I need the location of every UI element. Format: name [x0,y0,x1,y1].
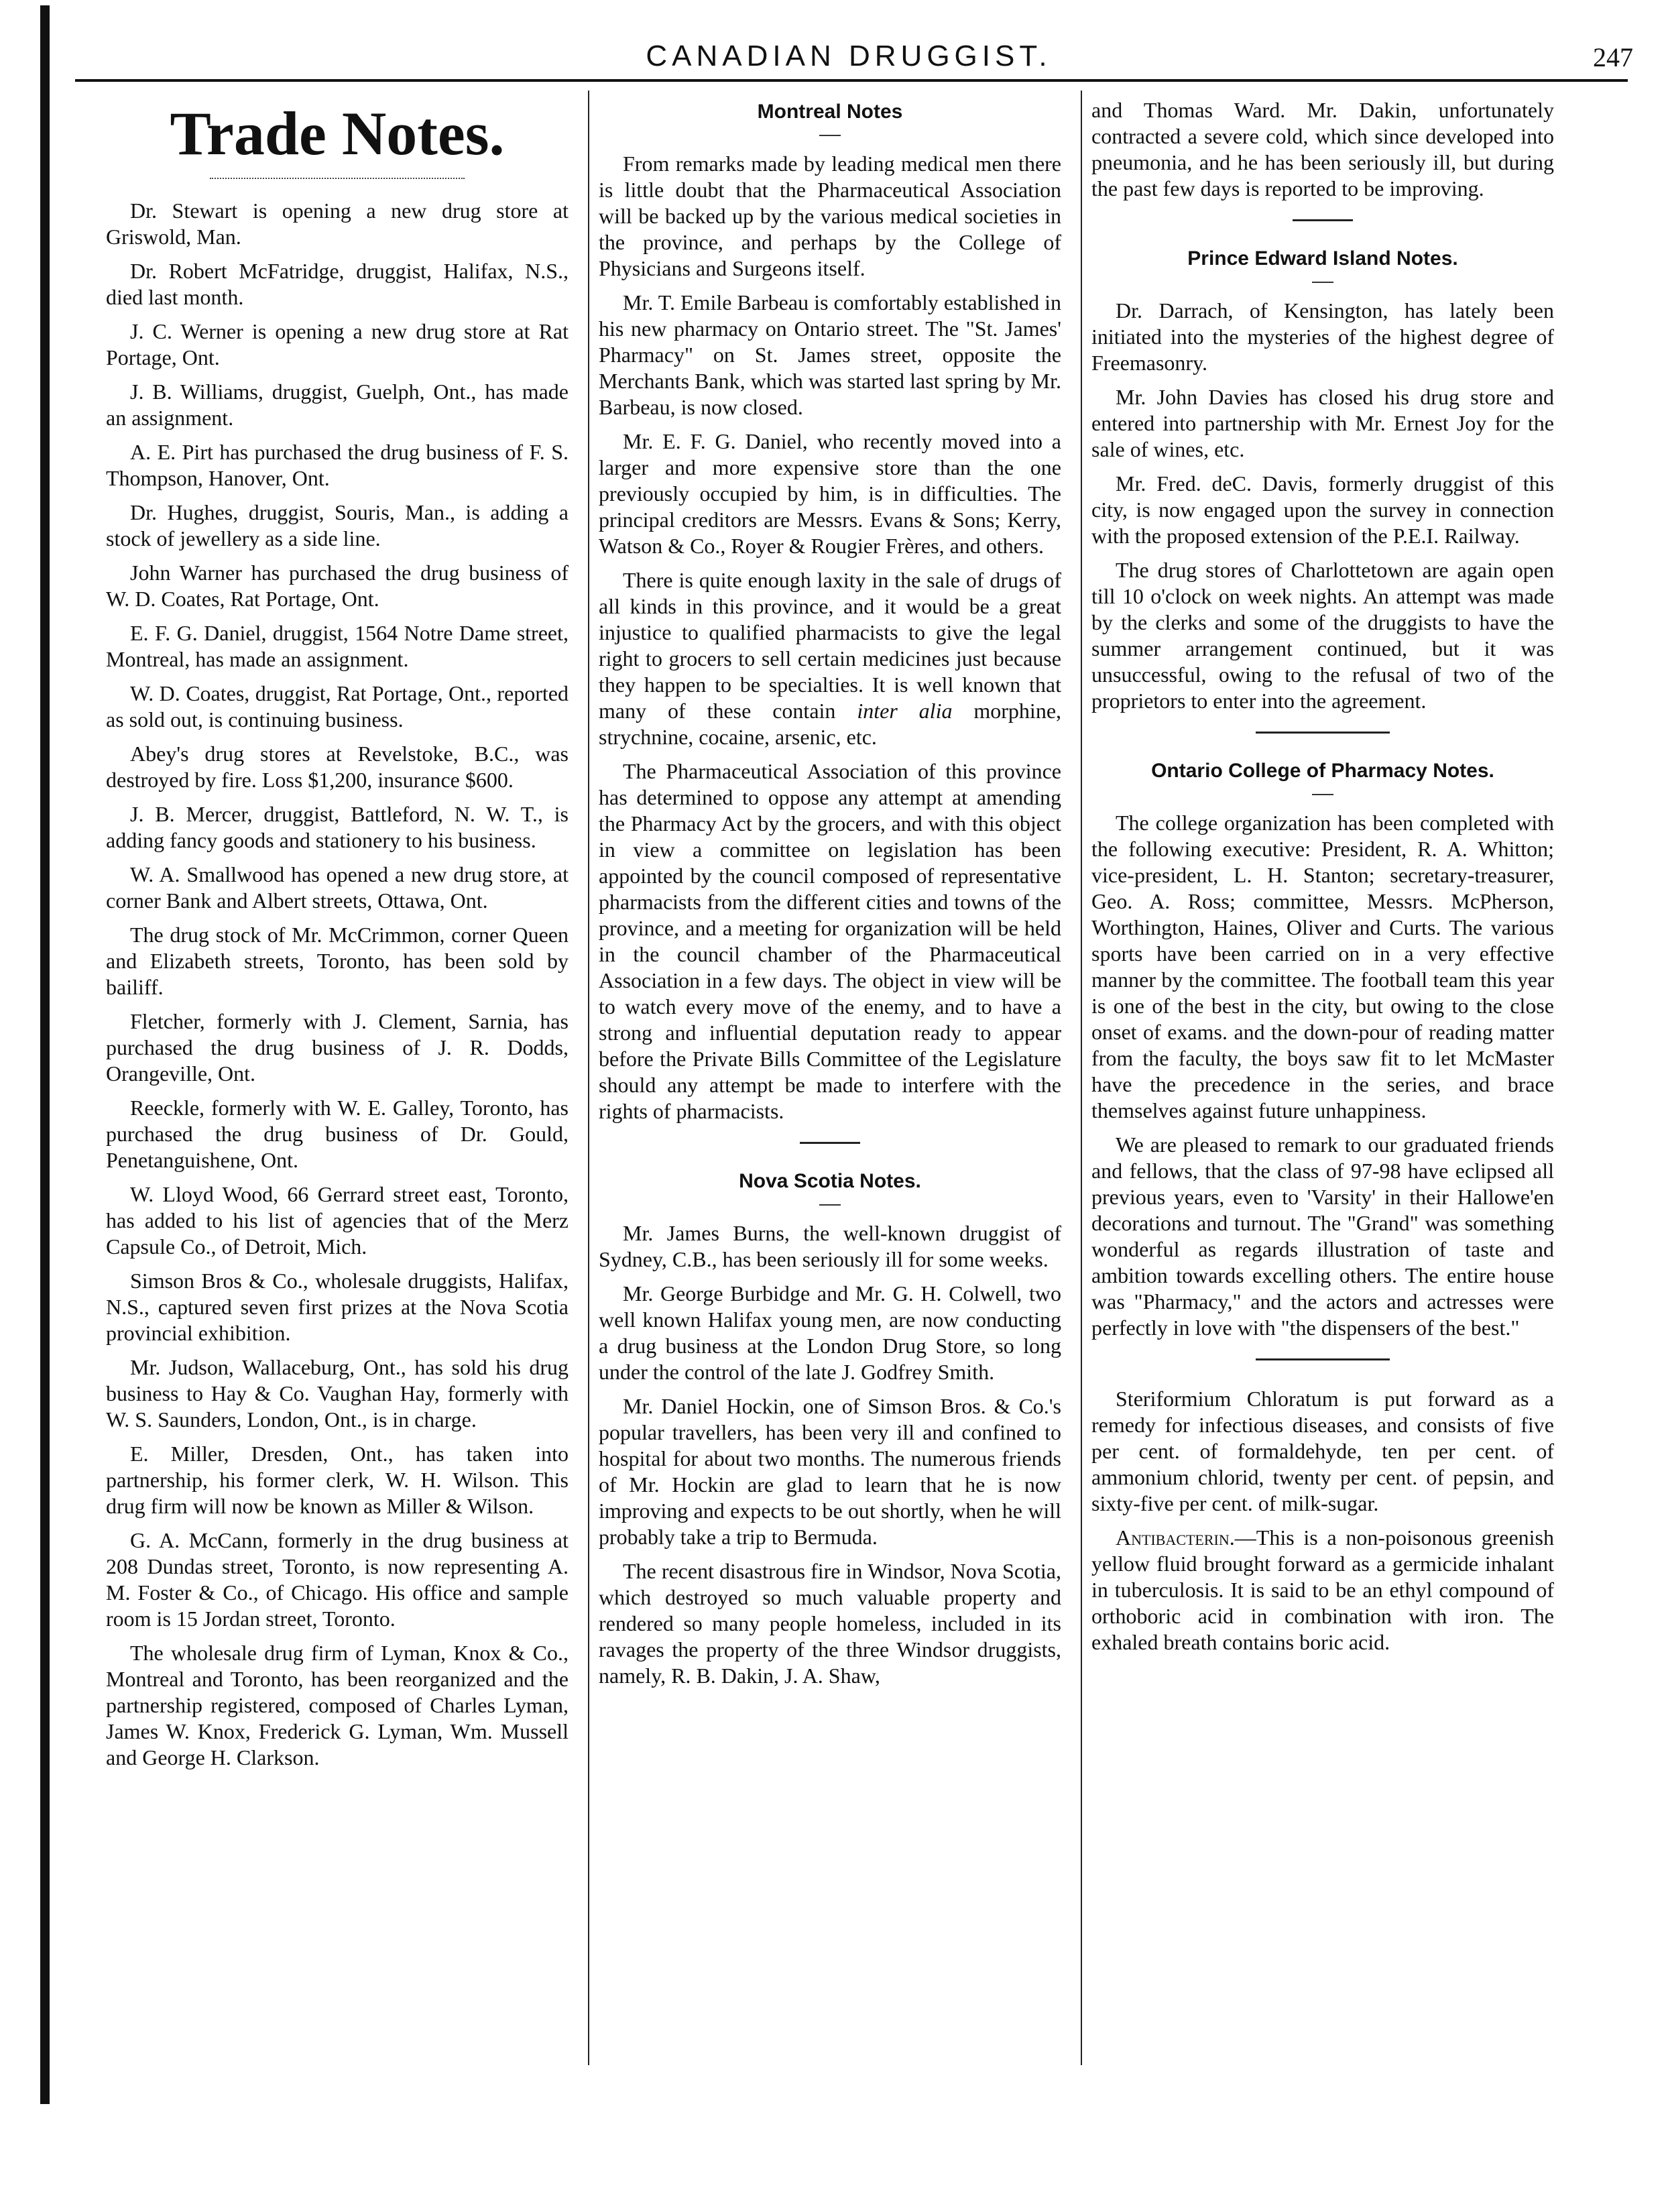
column-3 [1091,97,1554,1664]
nova-scotia-note: Mr. Daniel Hockin, one of Simson Bros. & Co.'s popular travellers, has been very ill and confined to hospital for about two months. The numerous friends of Mr. Hockin are glad to learn that he is now improving and expects to be out shortly, when he will probably take a trip to Bermuda. [599,1394,1061,1549]
steriformium-note: Steriformium Chloratum is put forward as a remedy for infectious diseases, and consists of five per cent. of formaldehyde, ten per cent. of ammonium chlorid, twenty per cent. of pepsin, and sixty-five per cent. of milk-sugar. [1091,1387,1554,1515]
laxity-text: There is quite enough laxity in the sale of drugs of all kinds in this province, and it would be a great injustice to qualified pharmacists to give the legal right to grocers to sell certain medicines just because they happen to be specialties. It is well known that many of these contain [599,568,1061,723]
pei-notes-title: Prince Edward Island Notes. [1187,247,1458,270]
montreal-note: Mr. E. F. G. Daniel, who recently moved into a larger and more expensive store than the one previously occupied by him, is in difficulties. The principal creditors are Messrs. Evans & Sons; Kerry, Watson & Co., Royer & Rougier Frères, and others. [599,429,1061,558]
section-dash [1312,794,1333,795]
ontario-college-notes-title: Ontario College of Pharmacy Notes. [1151,760,1494,782]
trade-note: E. Miller, Dresden, Ont., has taken into partnership, his former clerk, W. H. Wilson. This drug firm will now be known as Miller & Wilson. [106,1442,569,1518]
trade-note: J. B. Williams, druggist, Guelph, Ont., has made an assignment. [106,380,569,430]
trade-note: The wholesale drug firm of Lyman, Knox & Co., Montreal and Toronto, has been reorganized and the partnership registered, composed of Charles Lyman, James W. Knox, Frederick G. Lyman, Wm. Mussell and George H. Clarkson. [106,1641,569,1769]
montreal-note: Mr. T. Emile Barbeau is comfortably established in his new pharmacy on Ontario street. The "St. James' Pharmacy" on St. James street, opposite the Merchants Bank, which was started last spring by Mr. Barbeau, is now closed. [599,290,1061,419]
laxity-latin: inter alia [857,699,953,723]
trade-note: Abey's drug stores at Revelstoke, B.C., was destroyed by fire. Loss $1,200, insurance $600. [106,742,569,792]
title-divider [210,178,465,179]
trade-note: W. D. Coates, druggist, Rat Portage, Ont., reported as sold out, is continuing business. [106,681,569,732]
section-dash [819,1204,841,1206]
section-separator [1256,732,1390,734]
trade-note: Simson Bros & Co., wholesale druggists, Halifax, N.S., captured seven first prizes at the Nova Scotia provincial exhibition. [106,1269,569,1345]
section-separator [1256,1358,1390,1360]
nova-scotia-note: Mr. George Burbidge and Mr. G. H. Colwell, two well known Halifax young men, are now conducting a drug business at the London Drug Store, so long under the control of the late J. Godfrey Smith. [599,1281,1061,1384]
antibacterin-label: Antibacterin. [1116,1525,1235,1550]
montreal-note-laxity [599,567,1061,750]
pei-note: The drug stores of Charlottetown are again open till 10 o'clock on week nights. An attempt was made by the clerks and some of the druggists to have the summer arrangement continued, but it was unsuccessful, owing to the refusal of two of the proprietors to enter into the agreement. [1091,558,1554,713]
pei-note: Mr. John Davies has closed his drug store and entered into partnership with Mr. Ernest Joy for the sale of wines, etc. [1091,385,1554,461]
nova-scotia-note: The recent disastrous fire in Windsor, Nova Scotia, which destroyed so much valuable property and rendered so many people homeless, included in its ravages the property of the three Windsor druggists, namely, R. B. Dakin, J. A. Shaw, [599,1559,1061,1688]
trade-notes-title: Trade Notes. [170,99,505,168]
column-rule [1081,91,1082,2065]
pei-note: Dr. Darrach, of Kensington, has lately been initiated into the mysteries of the highest degree of Freemasonry. [1091,298,1554,375]
trade-note: Mr. Judson, Wallaceburg, Ont., has sold his drug business to Hay & Co. Vaughan Hay, formerly with W. S. Saunders, London, Ont., is in charge. [106,1355,569,1432]
ontario-college-note: We are pleased to remark to our graduated friends and fellows, that the class of 97-98 have eclipsed all previous years, even to 'Varsity' in their Hallowe'en decorations and turnout. The "Grand" was something wonderful as regards illustration of taste and ambition towards excelling others. The entire house was "Pharmacy," and the actors and actresses were perfectly in love with "the dispensers of the best." [1091,1132,1554,1340]
trade-note: E. F. G. Daniel, druggist, 1564 Notre Dame street, Montreal, has made an assignment. [106,621,569,671]
nova-scotia-note-continued: and Thomas Ward. Mr. Dakin, unfortunately contracted a severe cold, which since developed into pneumonia, and he has been seriously ill, but during the past few days is reported to be improving. [1091,98,1554,200]
trade-note: The drug stock of Mr. McCrimmon, corner Queen and Elizabeth streets, Toronto, has been sold by bailiff. [106,923,569,999]
nova-scotia-note: Mr. James Burns, the well-known druggist of Sydney, C.B., has been seriously ill for some weeks. [599,1221,1061,1271]
montreal-note: From remarks made by leading medical men there is little doubt that the Pharmaceutical Association will be backed up by the various medical societies in the province, and perhaps by the College of Physicians and Surgeons itself. [599,152,1061,280]
trade-note: Dr. Hughes, druggist, Souris, Man., is adding a stock of jewellery as a side line. [106,500,569,550]
header-rule [75,79,1628,82]
antibacterin-note [1091,1525,1554,1655]
section-separator [800,1142,860,1144]
page-number: 247 [1593,42,1633,72]
trade-note: J. C. Werner is opening a new drug store at Rat Portage, Ont. [106,319,569,369]
trade-note: Dr. Robert McFatridge, druggist, Halifax, N.S., died last month. [106,259,569,309]
column-2 [599,97,1061,1697]
page-margin-rule [40,5,50,2104]
nova-scotia-notes-title: Nova Scotia Notes. [739,1170,921,1192]
trade-note: Dr. Stewart is opening a new drug store at Griswold, Man. [106,198,569,249]
antibacterin-text: —This is a non-poisonous greenish yellow fluid brought forward as a germicide inhalant in tuberculosis. It is said to be an ethyl compound of orthoboric acid in combination with iron. The exhaled breath contains boric acid. [1091,1525,1554,1654]
montreal-notes-title: Montreal Notes [757,101,903,123]
trade-note: A. E. Pirt has purchased the drug business of F. S. Thompson, Hanover, Ont. [106,440,569,490]
section-separator [1293,219,1353,221]
pei-note: Mr. Fred. deC. Davis, formerly druggist of this city, is now engaged upon the survey in connection with the proposed extension of the P.E.I. Railway. [1091,471,1554,548]
trade-note: W. Lloyd Wood, 66 Gerrard street east, Toronto, has added to his list of agencies that of the Merz Capsule Co., of Detroit, Mich. [106,1182,569,1259]
ontario-college-note: The college organization has been completed with the following executive: President, R. A. Whitton; vice-president, L. H. Stanton; secretary-treasurer, Geo. A. Ross; committee, Messrs. McPherson, Worthington, Haines, Oliver and Curts. The various sports have been carried on in a very effective manner by the committee. The football team this year is one of the best in the city, but owing to the close onset of exams. and the down-pour of reading matter from the faculty, the boys saw fit to let McMaster have the precedence in the series, and brace themselves against future unhappiness. [1091,811,1554,1122]
trade-note: J. B. Mercer, druggist, Battleford, N. W. T., is adding fancy goods and stationery to his business. [106,802,569,852]
trade-note: Fletcher, formerly with J. Clement, Sarnia, has purchased the drug business of J. R. Dodds, Orangeville, Ont. [106,1009,569,1086]
column-1 [106,97,569,1779]
trade-note: G. A. McCann, formerly in the drug business at 208 Dundas street, Toronto, is now representing A. M. Foster & Co., of Chicago. His office and sample room is 15 Jordan street, Toronto. [106,1528,569,1631]
section-dash [1312,282,1333,283]
laxity-text-end: morphine, strychnine, cocaine, arsenic, etc. [599,699,1062,749]
running-title: CANADIAN DRUGGIST. [646,40,1052,72]
column-rule [588,91,589,2065]
montreal-note: The Pharmaceutical Association of this province has determined to oppose any attempt at amending the Pharmacy Act by the grocers, and with this object in view a committee on legislation has been appointed by the council composed of representative pharmacists from the different cities and towns of the province, and a meeting for organization will be held in the council chamber of the Pharmaceutical Association in a few days. The object in view will be to watch every move of the enemy, and to have a strong and influential deputation ready to appear before the Private Bills Committee of the Legislature should any attempt be made to interfere with the rights of pharmacists. [599,759,1061,1123]
trade-note: John Warner has purchased the drug business of W. D. Coates, Rat Portage, Ont. [106,561,569,611]
trade-note: W. A. Smallwood has opened a new drug store, at corner Bank and Albert streets, Ottawa, Ont. [106,862,569,913]
section-dash [819,135,841,136]
trade-note: Reeckle, formerly with W. E. Galley, Toronto, has purchased the drug business of Dr. Gould, Penetanguishene, Ont. [106,1096,569,1172]
page-header [50,42,1648,82]
